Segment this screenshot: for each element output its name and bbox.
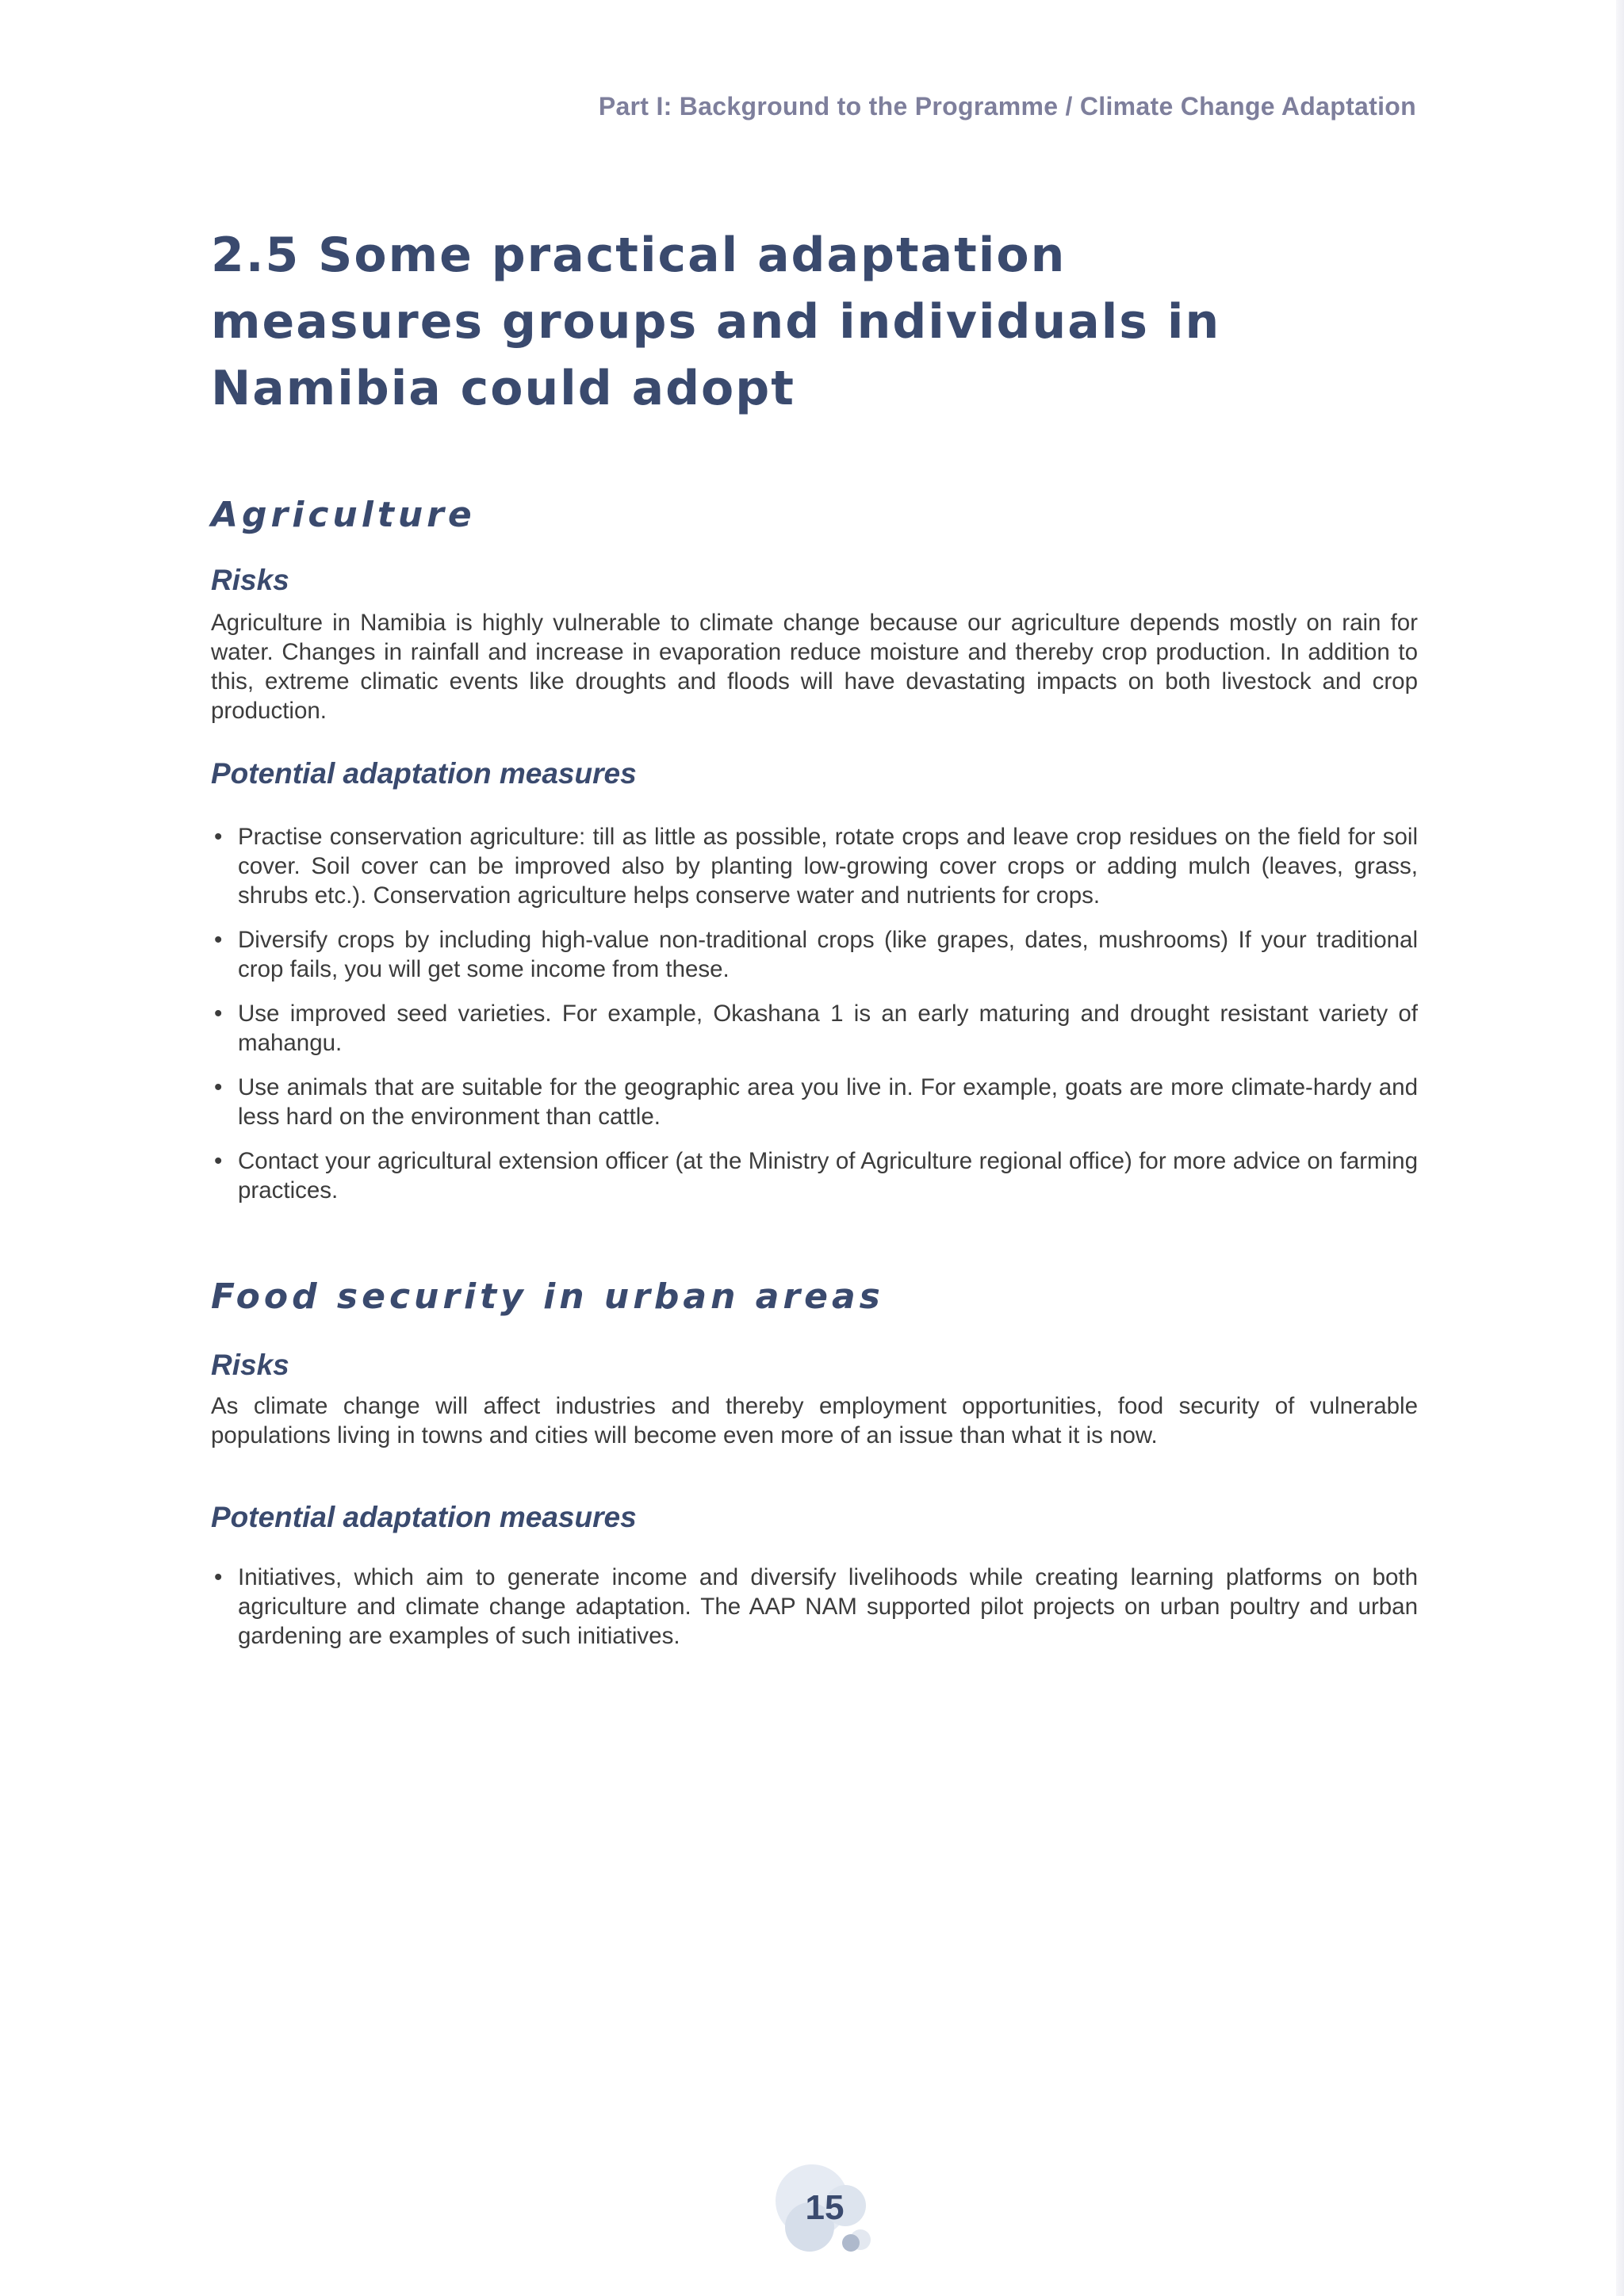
section-food-security: [211, 1276, 1418, 1651]
bullet-icon: •: [214, 1001, 223, 1027]
section-heading-food-security: Food security in urban areas: [211, 1276, 884, 1317]
list-item-text: Contact your agricultural extension officer (at the Ministry of Agriculture regional office) for more advice on farming practices.: [238, 1148, 1418, 1203]
list-item-text: Initiatives, which aim to generate income and diversify livelihoods while creating learning platforms on both agriculture and climate change adaptation. The AAP NAM supported pilot projects on urban poultry and urban gardening are examples of such initiatives.: [238, 1564, 1418, 1649]
page-edge-shadow: [1616, 0, 1624, 2296]
measures-heading: Potential adaptation measures: [211, 757, 637, 790]
measures-list: [211, 822, 1418, 1205]
list-item-text: Diversify crops by including high-value non-traditional crops (like grapes, dates, mushrooms) If your traditional crop fails, you will get some income from these.: [238, 927, 1418, 982]
list-item: [211, 1563, 1418, 1651]
bullet-icon: •: [214, 927, 223, 953]
list-item: [211, 999, 1418, 1058]
section-heading-agriculture: Agriculture: [211, 495, 476, 535]
section-agriculture: [211, 495, 1418, 1205]
page-number: 15: [805, 2188, 845, 2227]
bullet-icon: •: [214, 1564, 223, 1590]
risks-paragraph: As climate change will affect industries and thereby employment opportunities, food security of vulnerable populations living in towns and cities will become even more of an issue than what it is now.: [211, 1393, 1418, 1448]
bullet-icon: •: [214, 1074, 223, 1100]
list-item: [211, 822, 1418, 910]
risks-paragraph: Agriculture in Namibia is highly vulnerable to climate change because our agriculture depends mostly on rain for water. Changes in rainfall and increase in evaporation reduce moisture and thereby crop production. In addition to this, extreme climatic events like droughts and floods will have devastating impacts on both livestock and crop production.: [211, 610, 1418, 724]
list-item: [211, 925, 1418, 984]
risks-heading: Risks: [211, 1349, 289, 1381]
risks-heading: Risks: [211, 564, 289, 596]
list-item-text: Use improved seed varieties. For example, Okashana 1 is an early maturing and drought resistant variety of mahangu.: [238, 1001, 1418, 1056]
list-item-text: Use animals that are suitable for the geographic area you live in. For example, goats are more climate-hardy and less hard on the environment than cattle.: [238, 1074, 1418, 1130]
list-item: [211, 1073, 1418, 1131]
running-header: Part I: Background to the Programme / Climate Change Adaptation: [598, 92, 1416, 121]
page-number-badge: [761, 2156, 888, 2260]
bullet-icon: •: [214, 824, 223, 850]
decorative-bubble-icon: [842, 2234, 860, 2252]
measures-heading: Potential adaptation measures: [211, 1501, 637, 1533]
list-item-text: Practise conservation agriculture: till as little as possible, rotate crops and leave crop residues on the field for soil cover. Soil cover can be improved also by planting low-growing cover crops or adding mulch (leaves, grass, shrubs etc.). Conservation agriculture helps conserve water and nutrients for crops.: [238, 824, 1418, 909]
section-title: 2.5 Some practical adaptation measures groups and individuals in Namibia could adopt: [211, 228, 1221, 416]
bullet-icon: •: [214, 1148, 223, 1174]
list-item: [211, 1146, 1418, 1205]
measures-list: [211, 1563, 1418, 1651]
page-content: [211, 222, 1418, 1666]
